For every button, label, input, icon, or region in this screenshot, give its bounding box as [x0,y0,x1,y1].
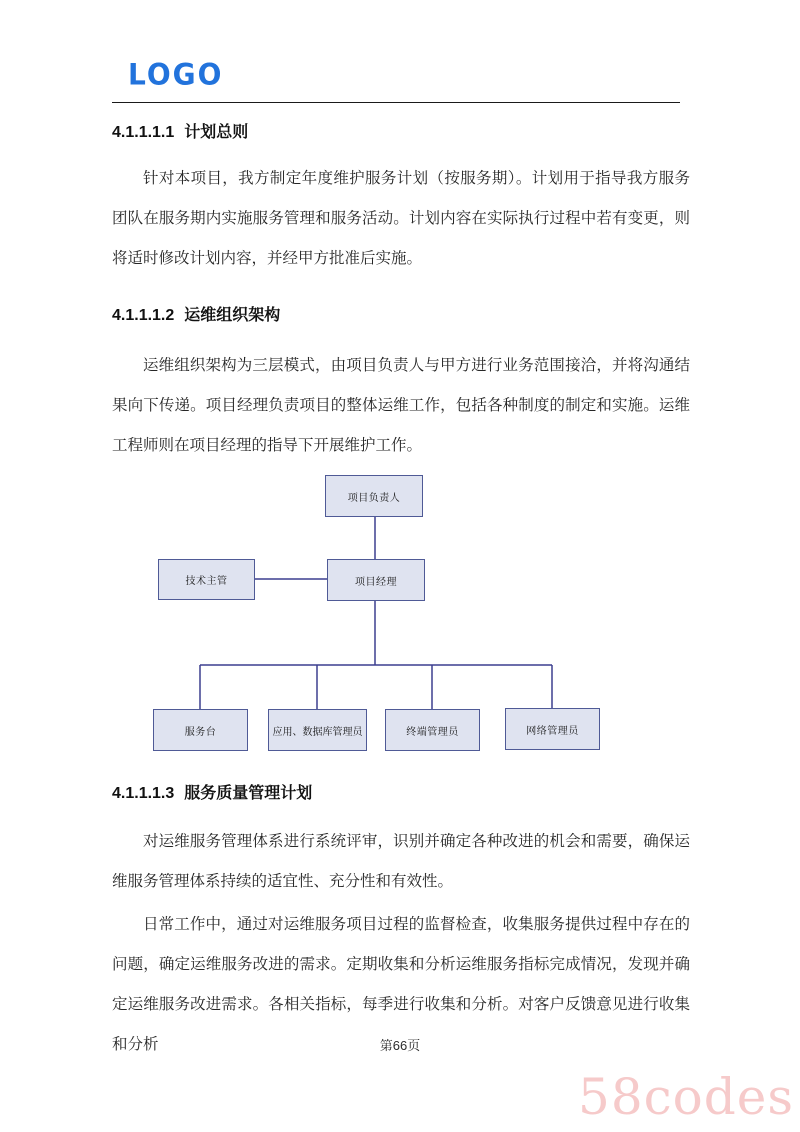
heading-number: 4.1.1.1.2 [112,307,175,324]
org-node-app-db-admin: 应用、数据库管理员 [268,709,367,751]
paragraph: 对运维服务管理体系进行系统评审，识别并确定各种改进的机会和需要，确保运维服务管理体系持续的适宜性、充分性和有效性。 [112,833,690,890]
header-divider [112,102,680,103]
section-heading-1 [112,119,248,142]
org-node-terminal-admin: 终端管理员 [385,709,480,751]
org-node-network-admin: 网络管理员 [505,708,600,750]
heading-number: 4.1.1.1.3 [112,785,175,802]
watermark-text: 58codes [578,1068,794,1126]
org-node-service-desk: 服务台 [153,709,248,751]
paragraph: 针对本项目，我方制定年度维护服务计划（按服务期）。计划用于指导我方服务团队在服务期内实施服务管理和服务活动。计划内容在实际执行过程中若有变更，则将适时修改计划内容，并经甲方批准后实施。 [112,170,690,267]
org-node-project-manager: 项目经理 [327,559,425,601]
org-node-project-leader: 项目负责人 [325,475,423,517]
heading-number: 4.1.1.1.1 [112,124,175,141]
heading-title: 计划总则 [184,124,249,141]
page-number: 第66页 [379,1038,421,1053]
heading-title: 运维组织架构 [184,307,281,324]
paragraph: 运维组织架构为三层模式，由项目负责人与甲方进行业务范围接洽，并将沟通结果向下传递。项目经理负责项目的整体运维工作，包括各种制度的制定和实施。运维工程师则在项目经理的指导下开展维护工作。 [112,357,690,454]
heading-title: 服务质量管理计划 [184,785,313,802]
section-heading-3 [112,780,312,803]
paragraph: 日常工作中，通过对运维服务项目过程的监督检查，收集服务提供过程中存在的问题，确定运维服务改进的需求。定期收集和分析运维服务指标完成情况，发现并确定运维服务改进需求。各相关指标，每季进行收集和分析。对客户反馈意见进行收集和分析 [112,916,690,1053]
section-heading-2 [112,302,280,325]
org-node-tech-supervisor: 技术主管 [158,559,255,600]
company-logo: LOGO [128,57,224,92]
